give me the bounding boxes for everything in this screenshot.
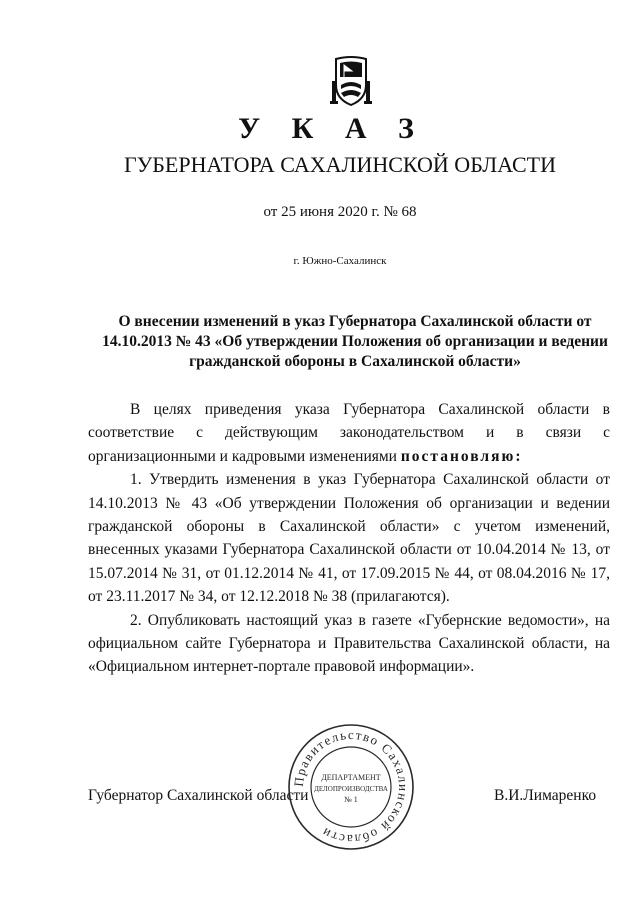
- stamp-center-line-1: ДЕПАРТАМЕНТ: [321, 773, 381, 782]
- document-heading: О внесении изменений в указ Губернатора Сахалинской области от 14.10.2013 № 43 «Об утверждении Положения об организации и ведении гражданской обороны в Сахалинской области»: [102, 313, 608, 370]
- signer-title: Губернатор Сахалинской области: [88, 787, 309, 804]
- signer-name: В.И.Лимаренко: [494, 787, 597, 804]
- preamble-paragraph: [88, 398, 610, 468]
- item-2-paragraph: 2. Опубликовать настоящий указ в газете «Губернские ведомости», на официальном сайте Губернатора и Правительства Сахалинской области, на «Официальном интернет-портале правовой информации».: [88, 611, 610, 676]
- official-stamp: [286, 722, 416, 852]
- stamp-ring-text: Правительство Сахалинской области: [290, 726, 412, 848]
- decree-word: постановляю:: [400, 447, 523, 465]
- item-1-paragraph: 1. Утвердить изменения в указ Губернатора Сахалинской области от 14.10.2013 № 43 «Об утверждении Положения об организации и ведении гражданской обороны в Сахалинской области» с учетом изменений, внесенных указами Губернатора Сахалинской области от 10.04.2014 № 13, от 15.07.2014 № 31, от 01.12.2014 № 41, от 17.09.2015 № 44, от 08.04.2016 № 17, от 23.11.2017 № 34, от 12.12.2018 № 38 (прилагаются).: [88, 471, 610, 606]
- stamp-center-line-3: № 1: [344, 795, 358, 804]
- document-body: [88, 398, 610, 679]
- document-city: г. Южно-Сахалинск: [293, 255, 387, 267]
- issuer-subtitle: ГУБЕРНАТОРА САХАЛИНСКОЙ ОБЛАСТИ: [124, 152, 556, 177]
- coat-of-arms-icon: [330, 55, 372, 107]
- document-type-title: У К А З: [238, 112, 426, 145]
- preamble-text: В целях приведения указа Губернатора Сахалинской области в соответствие с действующим законодательством и в связи с организационными и кадровыми изменениями: [88, 401, 610, 465]
- document-date-number: от 25 июня 2020 г. № 68: [263, 204, 417, 220]
- stamp-center-line-2: ДЕЛОПРОИЗВОДСТВА: [314, 785, 388, 793]
